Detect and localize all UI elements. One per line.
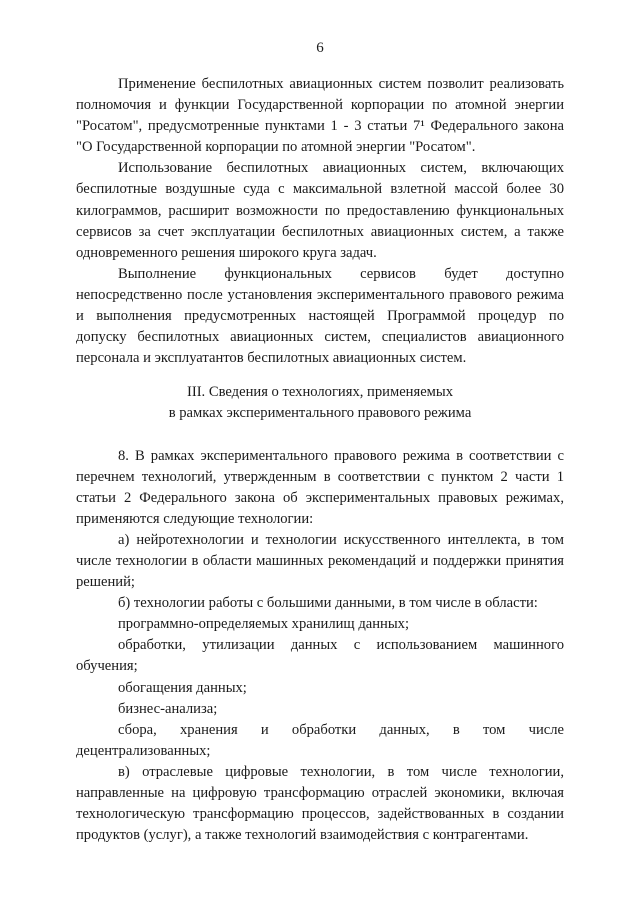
paragraph-rosatom: Применение беспилотных авиационных систем позволит реализовать полномочия и функции Государственной корпорации по атомной энергии "Росатом", предусмотренные пунктами 1 - 3 статьи 7¹ Федерального закона "О Государственной корпорации по атомной энергии "Росатом".: [76, 76, 564, 156]
paragraph-item-8: 8. В рамках экспериментального правового режима в соответствии с перечнем технологий, утвержденным в соответствии с пунктом 2 части 1 статьи 2 Федерального закона об экспериментальных правовых режимах, применяются следующие технологии:: [76, 447, 564, 527]
list-item-c: в) отраслевые цифровые технологии, в том числе технологии, направленные на цифровую трансформацию отраслей экономики, включая технологическую трансформацию процессов, задействованных в создании продуктов (услуг), а также технологий взаимодействия с контрагентами.: [76, 763, 564, 844]
paragraph-uas-usage: Использование беспилотных авиационных систем, включающих беспилотные воздушные суда с максимальной взлетной массой более 30 килограммов, расширит возможности по предоставлению функциональных сервисов за счет эксплуатации беспилотных авиационных систем, а также одновременного решения широкого круга задач.: [76, 160, 564, 261]
section-heading: [76, 382, 564, 424]
sub-item-processing: обработки, утилизации данных с использованием машинного обучения;: [76, 637, 564, 675]
sub-item-collection: сбора, хранения и обработки данных, в том числе децентрализованных;: [76, 721, 564, 759]
sub-item-storage: программно-определяемых хранилищ данных;: [118, 616, 409, 633]
section-heading-line-1: III. Сведения о технологиях, применяемых: [186, 384, 454, 401]
paragraph-services-availability: Выполнение функциональных сервисов будет доступно непосредственно после установления экспериментального правового режима и выполнения предусмотренных настоящей Программой процедур по допуску беспилотных авиационных систем, специалистов авиационного персонала и эксплуатантов беспилотных авиационных систем.: [76, 265, 564, 367]
page-number: 6: [316, 40, 324, 56]
list-item-a: а) нейротехнологии и технологии искусственного интеллекта, в том числе технологии в области машинных рекомендаций и поддержки принятия решений;: [76, 531, 564, 591]
sub-item-business-analysis: бизнес-анализа;: [118, 700, 218, 717]
section-heading-line-2: в рамках экспериментального правового режима: [168, 405, 472, 422]
list-item-b: б) технологии работы с большими данными, в том числе в области:: [118, 595, 538, 612]
sub-item-enrichment: обогащения данных;: [118, 679, 247, 696]
document-body: [76, 74, 564, 846]
